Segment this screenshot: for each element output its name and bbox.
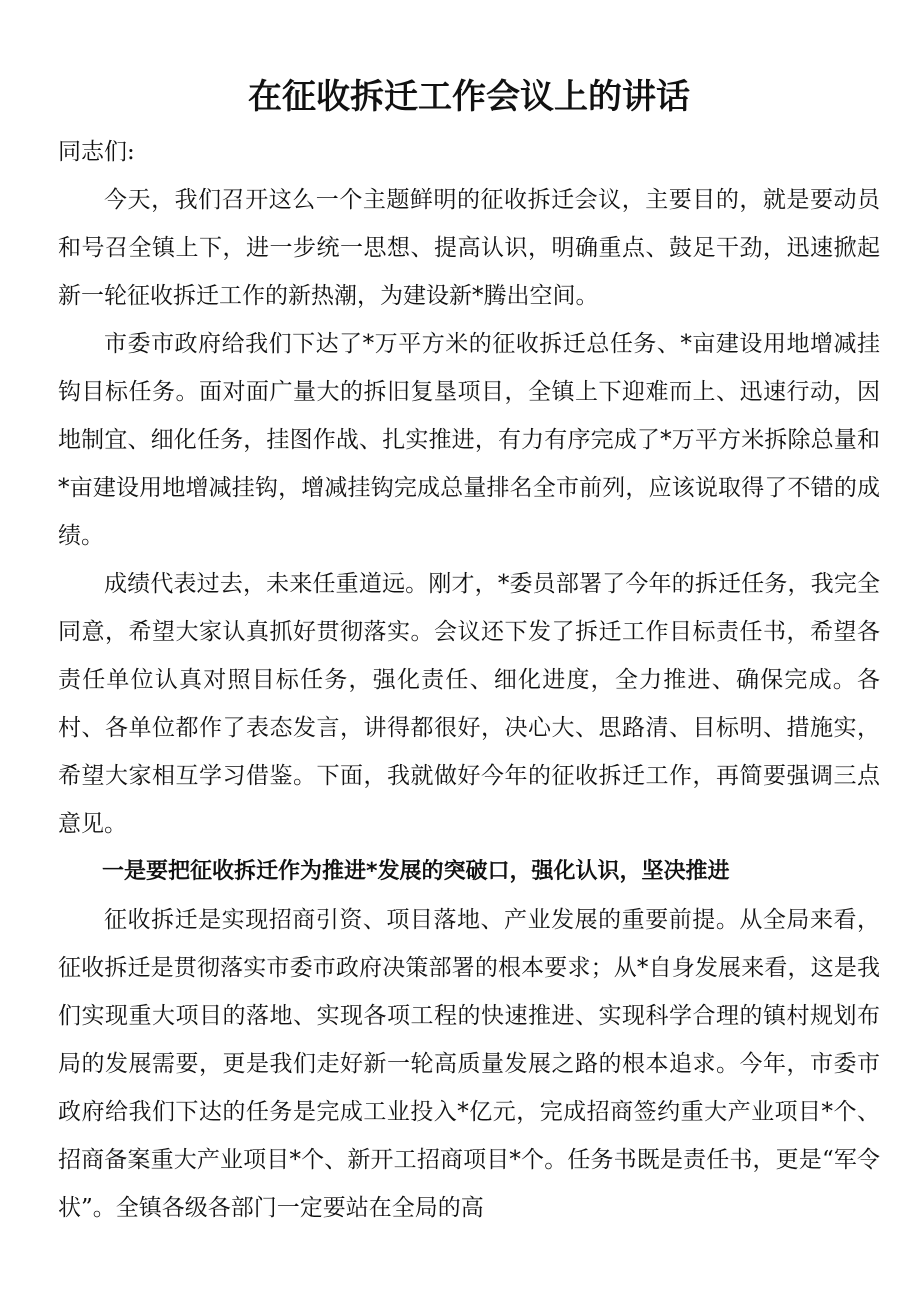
document-body [58, 128, 880, 1232]
document-title: 在征收拆迁工作会议上的讲话 [248, 77, 690, 117]
section-heading: 一是要把征收拆迁作为推进*发展的突破口，强化认识，坚决推进 [102, 859, 730, 884]
paragraph-achievements: 市委市政府给我们下达了*万平方米的征收拆迁总任务、*亩建设用地增减挂钩目标任务。面对面广量大的拆旧复垦项目，全镇上下迎难而上、迅速行动，因地制宜、细化任务，挂图作战、扎实推进，有力有序完成了*万平方米拆除总量和*亩建设用地增减挂钩，增减挂钩完成总量排名全市前列，应该说取得了不错的成绩。 [58, 331, 880, 549]
paragraph-section-one: 征收拆迁是实现招商引资、项目落地、产业发展的重要前提。从全局来看，征收拆迁是贯彻落实市委市政府决策部署的根本要求；从*自身发展来看，这是我们实现重大项目的落地、实现各项工程的快速推进、实现科学合理的镇村规划布局的发展需要，更是我们走好新一轮高质量发展之路的根本追求。今年，市委市政府给我们下达的任务是完成工业投入*亿元，完成招商签约重大产业项目*个、招商备案重大产业项目*个、新开工招商项目*个。任务书既是责任书，更是“军令状”。全镇各级各部门一定要站在全局的高 [58, 907, 880, 1221]
paragraph-tasks: 成绩代表过去，未来任重道远。刚才，*委员部署了今年的拆迁任务，我完全同意，希望大家认真抓好贯彻落实。会议还下发了拆迁工作目标责任书，希望各责任单位认真对照目标任务，强化责任、细化进度，全力推进、确保完成。各村、各单位都作了表态发言，讲得都很好，决心大、思路清、目标明、措施实，希望大家相互学习借鉴。下面，我就做好今年的征收拆迁工作，再简要强调三点意见。 [58, 571, 880, 837]
greeting: 同志们: [58, 139, 135, 165]
paragraph-opening: 今天，我们召开这么一个主题鲜明的征收拆迁会议，主要目的，就是要动员和号召全镇上下，进一步统一思想、提高认识，明确重点、鼓足干劲，迅速掀起新一轮征收拆迁工作的新热潮，为建设新*腾出空间。 [58, 187, 880, 309]
